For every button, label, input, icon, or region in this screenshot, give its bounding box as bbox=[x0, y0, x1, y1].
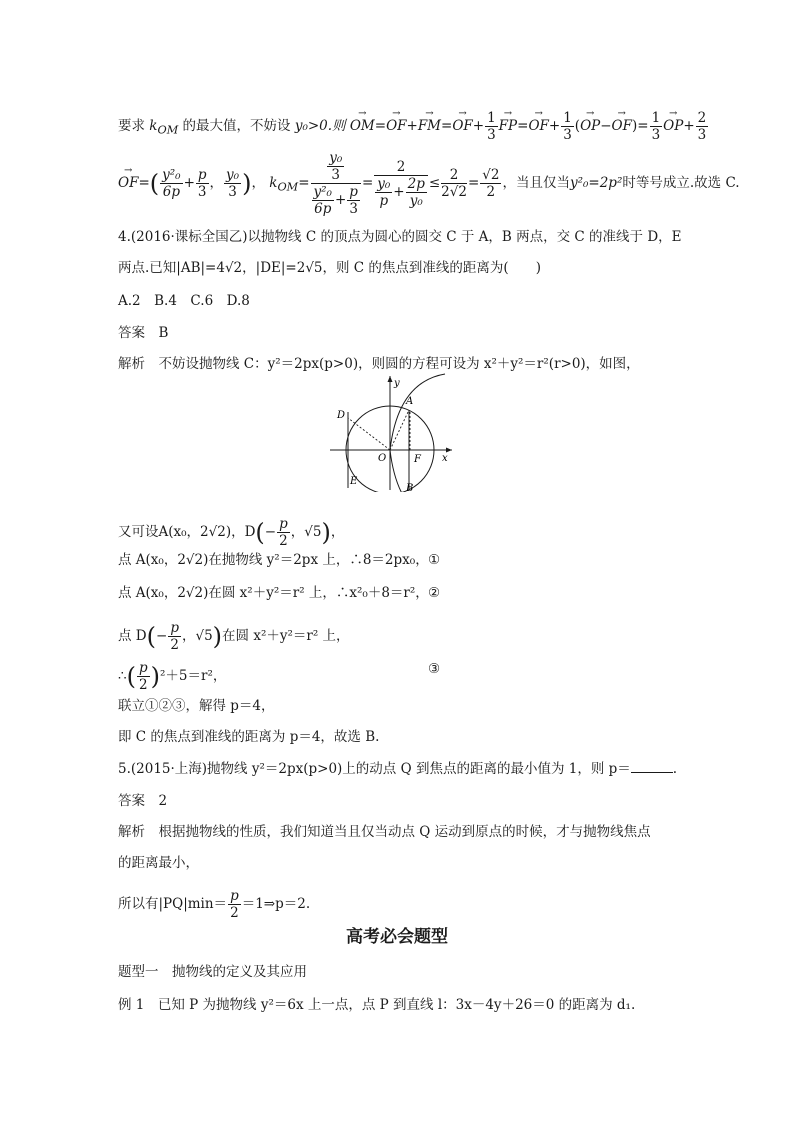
denominator: 3 bbox=[331, 167, 341, 183]
q4-set-points: 又可设A(x₀，2√2)，D(− $\frac{p}{2}$ ，√5)， bbox=[118, 516, 345, 549]
equals-sign: = bbox=[298, 175, 310, 191]
marker-2: ② bbox=[428, 585, 441, 601]
fraction-p-2 bbox=[137, 660, 150, 693]
denominator: 2 bbox=[486, 184, 496, 200]
text-prefix: 要求 bbox=[118, 118, 145, 134]
q4-conclusion: 即 C 的焦点到准线的距离为 p＝4，故选 B. bbox=[118, 729, 380, 745]
label-d: D bbox=[337, 410, 346, 421]
y-axis-arrow bbox=[388, 376, 393, 382]
vector-of: → OF bbox=[612, 117, 632, 135]
numerator: 2 bbox=[374, 159, 428, 176]
fraction-p-3 bbox=[347, 184, 360, 217]
denominator: 3 bbox=[349, 201, 358, 217]
sqrt5-coordinate: ，√5 bbox=[181, 628, 213, 644]
denominator: 2 bbox=[170, 637, 179, 653]
numerator: 2 bbox=[441, 167, 467, 184]
x-axis-arrow bbox=[446, 448, 452, 453]
denominator: 2 bbox=[230, 905, 239, 921]
question-type-1: 题型一 抛物线的定义及其应用 bbox=[118, 964, 307, 980]
example-1: 例 1 已知 P 为抛物线 y²＝6x 上一点，点 P 到直线 l：3x－4y＋26＝0 的距离为 d₁. bbox=[118, 997, 636, 1013]
q5-result bbox=[118, 888, 310, 921]
equals-sign: = bbox=[361, 175, 374, 191]
fraction-p-3 bbox=[196, 167, 209, 200]
marker-3: ③ bbox=[428, 661, 441, 677]
text-mid: 的最大值，不妨设 bbox=[182, 118, 291, 134]
radius-od bbox=[348, 418, 390, 450]
fraction-two-thirds bbox=[696, 110, 709, 143]
q4-stem-line-2: 两点.已知|AB|=4√2，|DE|=2√5，则 C 的焦点到准线的距离为( ) bbox=[118, 260, 541, 276]
q4-step-5: 联立①②③，解得 p＝4， bbox=[118, 698, 275, 714]
fraction-sqrt2-2 bbox=[480, 167, 501, 200]
paren-close: ) bbox=[150, 662, 160, 691]
numerator: y²₀ bbox=[162, 167, 181, 183]
text-prefix: 又可设 bbox=[118, 524, 159, 540]
text-tail: 在圆 x²＋y²＝r² 上， bbox=[222, 628, 350, 644]
numerator: 2p bbox=[407, 175, 425, 192]
q4-step-1: 点 A(x₀，2√2)在抛物线 y²＝2px 上，∴8＝2px₀， bbox=[118, 552, 429, 568]
fraction-2-over-2sqrt2 bbox=[441, 167, 467, 200]
numerator: 1 bbox=[563, 110, 572, 126]
denominator: 3 bbox=[228, 184, 237, 200]
numerator: 1 bbox=[487, 110, 496, 126]
numerator: y²₀ bbox=[313, 184, 332, 200]
plus-sign: + bbox=[548, 118, 561, 134]
numerator: p bbox=[170, 620, 179, 636]
denominator: 6p bbox=[314, 201, 332, 217]
fraction-2p-y0 bbox=[406, 176, 427, 209]
vector-fp: → FP bbox=[499, 117, 517, 135]
paren-open: ( bbox=[126, 662, 136, 691]
label-y: y bbox=[394, 378, 400, 389]
q4-answer: 答案 B bbox=[118, 325, 169, 341]
numerator: p bbox=[230, 888, 239, 904]
fraction-one-third bbox=[485, 110, 498, 143]
denominator: 2 bbox=[279, 533, 288, 549]
denominator: p bbox=[379, 192, 389, 209]
denominator: 3 bbox=[197, 184, 207, 200]
vector-op: → OP bbox=[663, 117, 683, 135]
denominator: $\frac{\text{y₀}}{p}$ + $\frac{2p}{\text{y₀}}$ bbox=[377, 175, 425, 209]
q5-analysis-line-1: 解析 根据抛物线的性质，我们知道当且仅当动点 Q 运动到原点的时候，才与抛物线焦点 bbox=[118, 824, 651, 840]
numerator: y₀ bbox=[329, 150, 343, 166]
paren-close: ) bbox=[321, 518, 331, 547]
denominator: $\frac{\text{y²₀}}{6p}$ + $\frac{p}{3}$ bbox=[313, 184, 358, 217]
paren-open: ( bbox=[146, 622, 156, 651]
q4-analysis: 解析 不妨设抛物线 C：y²＝2px(p>0)，则圆的方程可设为 x²＋y²＝r²(r>0)，如图， bbox=[118, 356, 640, 372]
denominator: 3 bbox=[651, 127, 661, 143]
q5-analysis-line-2: 的距离最小， bbox=[118, 855, 199, 871]
plus-sign: + bbox=[683, 118, 695, 134]
vector-of: → OF bbox=[452, 117, 472, 135]
fraction-p-2 bbox=[228, 888, 241, 921]
label-o: O bbox=[378, 453, 387, 464]
fraction-y0-3 bbox=[327, 150, 344, 183]
vector-of: → OF bbox=[118, 174, 138, 192]
le-sign: ≤ bbox=[428, 175, 441, 191]
fraction-p-2 bbox=[277, 516, 290, 549]
fraction-one-third bbox=[561, 110, 574, 143]
equals-sign: = bbox=[138, 175, 150, 191]
equals-sign: = bbox=[467, 175, 480, 191]
fraction-y0-3 bbox=[224, 167, 241, 200]
denominator: 2 bbox=[139, 677, 148, 693]
q5-answer: 答案 2 bbox=[118, 793, 168, 809]
denominator: 3 bbox=[487, 127, 496, 143]
paren-close: ) bbox=[242, 169, 252, 198]
equals-sign: = bbox=[517, 118, 529, 134]
text-prefix: 所以有|PQ|min＝ bbox=[118, 896, 228, 912]
therefore-sign: ∴ bbox=[118, 668, 127, 684]
fraction-p-2 bbox=[168, 620, 181, 653]
q5-stem-text: 5.(2015·上海)抛物线 y²＝2px(p>0)上的动点 Q 到焦点的距离的最小值为 1，则 p＝ bbox=[118, 761, 631, 777]
y0-condition: y₀>0.则 bbox=[294, 118, 346, 134]
paren-open: ( bbox=[149, 169, 160, 198]
q4-step-3: 点 D(− $\frac{p}{2}$ ，√5)在圆 x²＋y²＝r² 上， bbox=[118, 620, 350, 653]
vector-fm: → FM bbox=[418, 117, 441, 135]
vector-of: → OF bbox=[386, 117, 406, 135]
vector-op: → OP bbox=[580, 117, 600, 135]
label-x: x bbox=[442, 453, 448, 464]
numerator: p bbox=[138, 660, 148, 676]
slope-k: k bbox=[269, 175, 278, 191]
label-f: F bbox=[414, 454, 421, 465]
paren-open: ( bbox=[255, 518, 265, 547]
label-e: E bbox=[350, 476, 358, 487]
minus-sign: − bbox=[600, 118, 612, 134]
slope-subscript: OM bbox=[157, 123, 179, 137]
denominator: 3 bbox=[563, 127, 572, 143]
numerator bbox=[311, 150, 361, 184]
marker-1: ① bbox=[428, 552, 441, 568]
q5-stem bbox=[118, 760, 677, 778]
paren-close: ) bbox=[212, 622, 223, 651]
denominator: 2√2 bbox=[441, 184, 467, 200]
numerator: y₀ bbox=[226, 167, 240, 183]
text-tail-2: 时等号成立.故选 C. bbox=[622, 175, 740, 191]
numerator: √2 bbox=[482, 167, 500, 183]
q4-step-4 bbox=[118, 660, 226, 693]
q4-step-2: 点 A(x₀，2√2)在圆 x²＋y²＝r² 上，∴x²₀＋8＝r²， bbox=[118, 585, 429, 601]
numerator: 2 bbox=[697, 110, 707, 126]
fraction-y0sq-6p bbox=[312, 184, 334, 217]
q4-stem-line-1: 4.(2016·课标全国乙)以抛物线 C 的顶点为圆心的圆交 C 于 A，B 两点，交 C 的准线于 D，E bbox=[118, 229, 682, 245]
numerator: p bbox=[279, 516, 288, 532]
plus-sign: + bbox=[406, 118, 418, 134]
label-b: B bbox=[406, 483, 414, 492]
slope-k: k bbox=[149, 118, 158, 134]
equals-sign: = bbox=[374, 118, 387, 134]
section-heading: 高考必会题型 bbox=[346, 927, 448, 947]
solution-line-2: → OF=( $\frac{\text{y²₀}}{6p}$ + $\frac{p}{3}$ ， $\frac{\text{y₀}}{3}$ )， $k_{OM}=$ $\frac{\text{y₀}}{3}$ $\frac{\text{y²₀}}{6p}$ + $\frac{p}{3}$ = 2 $\frac{\text{y₀}}{p}$ + $\frac{2p}{\text{y₀}}$ ≤ $\frac{2}{2√2}$ = $\frac{√2}{2}$ ，当且仅当y²₀=2p²时等号成立.故选 C. bbox=[118, 150, 740, 217]
radius-oa bbox=[390, 410, 409, 450]
q4-options: A.2 B.4 C.6 D.8 bbox=[118, 293, 250, 309]
fraction-two-over-sum bbox=[374, 159, 428, 209]
denominator: y₀ bbox=[409, 192, 423, 209]
numerator: 1 bbox=[651, 110, 661, 126]
points-a-d: A(x₀，2√2)，D bbox=[158, 524, 256, 540]
denominator: 3 bbox=[697, 127, 707, 143]
plus-sign: + bbox=[472, 118, 485, 134]
answer-blank bbox=[631, 760, 673, 773]
numerator: p bbox=[349, 184, 358, 200]
minus-sign: − bbox=[264, 524, 277, 540]
sqrt5-coordinate: ，√5 bbox=[290, 524, 322, 540]
equals-sign: = bbox=[441, 118, 453, 134]
text-prefix: 点 bbox=[118, 628, 132, 644]
fraction-kom-complex bbox=[311, 150, 361, 217]
parabola-circle-figure bbox=[330, 372, 455, 492]
fraction-y0-p bbox=[375, 176, 392, 209]
numerator: y₀ bbox=[377, 175, 391, 192]
vector-om: → OM bbox=[350, 117, 375, 135]
text-tail: ，当且仅当 bbox=[502, 175, 570, 191]
solution-line-1: 要求 $k_{OM}$ 的最大值，不妨设 y₀>0.则 → OM=→ OF+→ FM=→ OF+ $\frac{1}{3}$ → FP=→ OF+ $\frac{1}{3}$ (→ OP−→ OF)= $\frac{1}{3}$ → OP+ $\frac{2}{3}$ bbox=[118, 110, 709, 143]
denominator: 6p bbox=[162, 184, 180, 200]
vector-of: → OF bbox=[528, 117, 548, 135]
q5-stem-tail: . bbox=[672, 761, 678, 777]
equality-condition: y²₀=2p² bbox=[569, 175, 623, 191]
slope-subscript: OM bbox=[277, 180, 299, 194]
equals-sign: = bbox=[637, 118, 649, 134]
text-tail: ²＋5＝r²， bbox=[160, 668, 227, 684]
fraction-y0sq-6p bbox=[160, 167, 182, 200]
fraction-one-third bbox=[650, 110, 663, 143]
text-tail: ＝1⇒p＝2. bbox=[241, 896, 311, 912]
label-a: A bbox=[406, 396, 414, 407]
minus-sign: − bbox=[156, 628, 168, 644]
numerator: p bbox=[197, 167, 207, 183]
